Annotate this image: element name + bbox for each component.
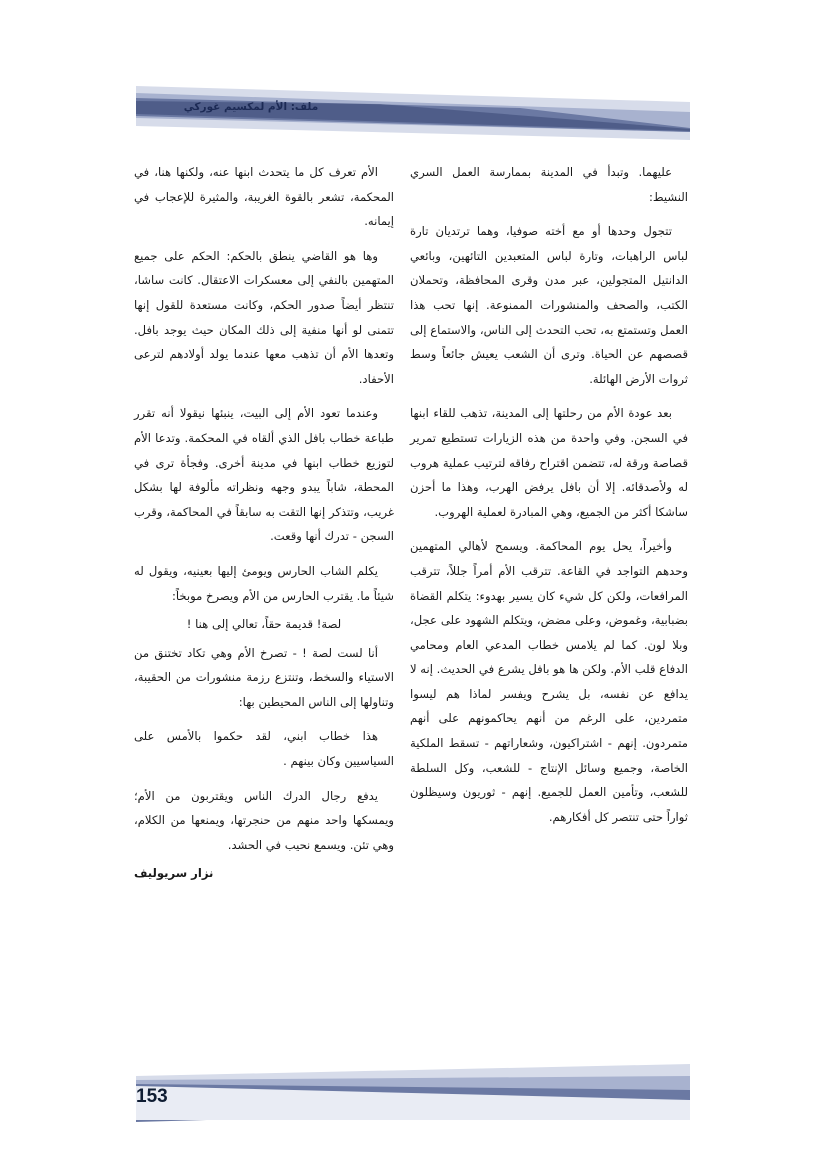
paragraph: عليهما. وتبدأ في المدينة بممارسة العمل السري النشيط: [410,165,688,204]
paragraph: يدفع رجال الدرك الناس ويقتربون من الأم؛ ويمسكها واحد منهم من حنجرتها، ويمنعها من الكلام، وهي تئن. ويسمع نحيب في الحشد. [134,788,394,852]
paragraph: وأخيراً، يحل يوم المحاكمة. ويسمح لأهالي المتهمين وحدهم التواجد في القاعة. تترقب الأم أمراً جللاً، تترقب المرافعات، ولكن كل شيء كان يسير بهدوء: يتكلم القضاة بضبابية، وغموض، وعلى مضض، ويتكلم الشهود على عجل، وبلا لون. كما لم يلامس خطاب المدعي العام ومحامي الدفاع قلب الأم. ولكن ها هو بافل يشرع في الحديث. إنه لا يدافع عن نفسه، بل يشرح ويفسر لماذا هم ليسوا متمردين، على الرغم من أنهم يحاكمونهم على أنهم متمردون. إنهم - اشتراكيون، وشعاراتهم - تسقط الملكية الخاصة، وجميع وسائل الإنتاج - للشعب، وكل السلطة للشعب، وتأمين العمل للجميع. إنهم - ثوريون وسيظلون ثواراً حتى تنتصر كل أفكارهم. [409,539,688,824]
paragraph: يكلم الشاب الحارس ويومئ إليها بعينيه، ويقول له شيئاً ما. يقترب الحارس من الأم ويصرخ موبخاً: [134,563,394,603]
article-column-left [134,160,394,886]
author-signature: نزار سريوليف [134,866,214,881]
footer-decorative-band [0,1050,827,1170]
dialogue-line: لصة! قديمة حقاً، تعالي إلى هنا ! [186,617,342,632]
paragraph: بعد عودة الأم من رحلتها إلى المدينة، تذهب للقاء ابنها في السجن. وفي واحدة من هذه الزيارات تستطيع تمرير قصاصة ورقة له، تتضمن اقتراح رفاقه لترتيب عملية هروب له ولأصدقائه. إلا أن بافل يرفض الهرب، وهذا ما أحزن ساشكا أكثر من الجميع، وهي المبادرة لعملية الهروب. [410,406,688,519]
page-number: 153 [136,1086,168,1107]
paragraph: وها هو القاضي ينطق بالحكم: الحكم على جميع المتهمين بالنفي إلى معسكرات الاعتقال. كانت ساشا، تنتظر أيضاً صدور الحكم، وكانت مستعدة للقول إنها تتمنى لو أنها منفية إلى ذلك المكان حيث يوجد بافل. وتعدها الأم أن تذهب معها عندما يولد أولادهم لترعى الأحفاد. [134,248,394,386]
paragraph: أنا لست لصة ! - تصرخ الأم وهي تكاد تختنق من الاستياء والسخط، وتنتزع رزمة منشورات من الحقيبة، وتناولها إلى الناس المحيطين بها: [134,645,394,709]
paragraph: وعندما تعود الأم إلى البيت، ينبئها نيقولا أنه تقرر طباعة خطاب بافل الذي ألقاه في المحكمة. وتدعا الأم لتوزيع خطاب ابنها في مدينة أخرى. وفجأة ترى في المحطة، شاباً يبدو وجهه ونظراته مألوفة لها بشكل غريب، وتتذكر إنها التقت به سابقاً في المحاكمة، وقرب السجن - تدرك أنها وقعت. [134,406,394,544]
paragraph: الأم تعرف كل ما يتحدث ابنها عنه، ولكنها هنا، في المحكمة، تشعر بالقوة الغريبة، والمثيرة للإعجاب في إيمانه. [134,165,394,229]
header-decorative-band [0,0,827,150]
article-column-right [410,160,688,839]
paragraph: هذا خطاب ابني، لقد حكموا بالأمس على السياسيين وكان بينهم . [134,729,394,769]
paragraph: تتجول وحدها أو مع أخته صوفيا، وهما ترتديان تارة لباس الراهبات، وتارة لباس المتعبدين التائهين، وبائعي الدانتيل المتجولين، عبر مدن وقرى المحافظة، وتحملان الكتب، والصحف والمنشورات الممنوعة. إنها تحب هذا العمل وتستمتع به، تحب التحدث إلى الناس، والاستماع إلى قصصهم عن الحياة. وترى أن الشعب يعيش جائعاً وسط ثروات الأرض الهائلة. [410,224,688,386]
header-title: ملف: الأم لمكسيم غوركي [183,101,319,113]
